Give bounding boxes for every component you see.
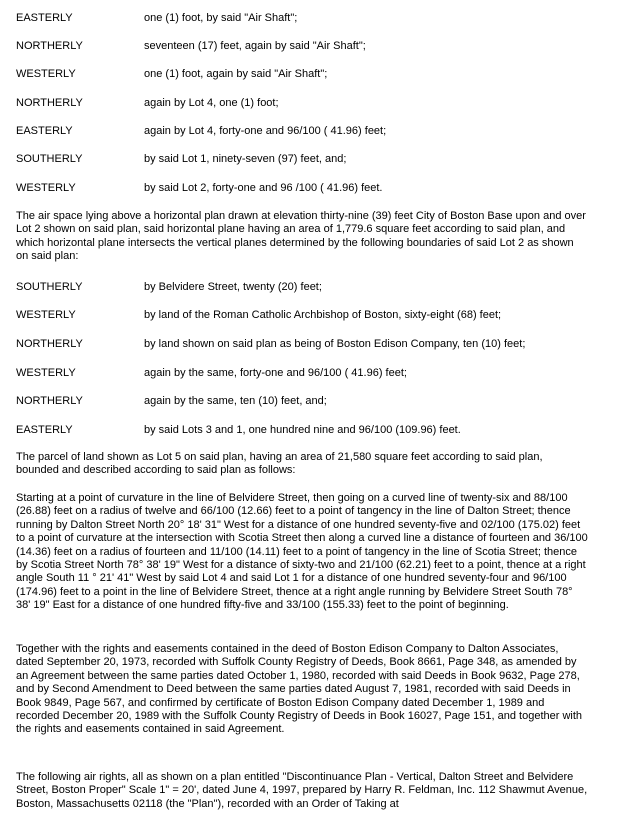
air-rights-paragraph: The following air rights, all as shown on a plan entitled "Discontinuance Plan - Vertical, Dalton Street and Belvidere Street, Boston Proper" Scale 1" = 20', dated June 4, 1997, prepared by Harry R. Feldman, Inc. 112 Shawmut Avenue, Boston, Massachusetts 02118 (the "Plan"), recorded with an Order of Taking at bbox=[16, 771, 588, 810]
boundary-description: seventeen (17) feet, again by said "Air Shaft"; bbox=[144, 40, 366, 52]
boundary-description: again by the same, forty-one and 96/100 ( 41.96) feet; bbox=[144, 367, 407, 379]
boundary-row bbox=[16, 67, 616, 81]
boundary-direction: SOUTHERLY bbox=[16, 281, 83, 293]
boundary-description: by land shown on said plan as being of Boston Edison Company, ten (10) feet; bbox=[144, 338, 526, 350]
boundary-row bbox=[16, 308, 616, 322]
boundary-description: one (1) foot, again by said "Air Shaft"; bbox=[144, 68, 328, 80]
boundary-row bbox=[16, 394, 616, 408]
boundary-description: by land of the Roman Catholic Archbishop of Boston, sixty-eight (68) feet; bbox=[144, 309, 502, 321]
boundary-direction: WESTERLY bbox=[16, 309, 76, 321]
boundary-direction: WESTERLY bbox=[16, 182, 76, 194]
boundary-direction: WESTERLY bbox=[16, 68, 76, 80]
boundary-row bbox=[16, 181, 616, 195]
boundary-direction: EASTERLY bbox=[16, 12, 73, 24]
boundary-direction: NORTHERLY bbox=[16, 338, 83, 350]
boundary-description: one (1) foot, by said "Air Shaft"; bbox=[144, 12, 298, 24]
boundary-description: by said Lot 1, ninety-seven (97) feet, and; bbox=[144, 153, 347, 165]
boundary-row bbox=[16, 39, 616, 53]
boundary-description: by said Lot 2, forty-one and 96 /100 ( 41.96) feet. bbox=[144, 182, 383, 194]
boundary-row bbox=[16, 11, 616, 25]
boundary-description: by said Lots 3 and 1, one hundred nine and 96/100 (109.96) feet. bbox=[144, 424, 461, 436]
boundary-direction: EASTERLY bbox=[16, 424, 73, 436]
boundary-direction: NORTHERLY bbox=[16, 40, 83, 52]
boundary-row bbox=[16, 96, 616, 110]
air-space-paragraph: The air space lying above a horizontal plan drawn at elevation thirty-nine (39) feet City of Boston Base upon and over Lot 2 shown on said plan, said horizontal plane having an area of 1,779.6 square feet according to said plan, and which horizontal plane intersects the vertical planes determined by the following boundaries of said Lot 2 as shown on said plan: bbox=[16, 210, 586, 263]
boundary-direction: NORTHERLY bbox=[16, 395, 83, 407]
boundary-row bbox=[16, 366, 616, 380]
boundary-row bbox=[16, 337, 616, 351]
boundary-direction: WESTERLY bbox=[16, 367, 76, 379]
boundary-direction: NORTHERLY bbox=[16, 97, 83, 109]
boundary-row bbox=[16, 152, 616, 166]
boundary-row bbox=[16, 124, 616, 138]
description-paragraph: Starting at a point of curvature in the line of Belvidere Street, then going on a curved line of twenty-six and 88/100 (26.88) feet on a radius of twelve and 66/100 (12.66) feet to a point of tangency in the line of Dalton Street; thence running by Dalton Street North 20° 18' 31" West for a distance of one hundred seventy-five and 02/100 (175.02) feet to a point of curvature at the intersection with Scotia Street then along a curved line a distance of fourteen and 36/100 (14.36) feet on a radius of fourteen and 11/100 (14.11) feet to a point of tangency in the line of Scotia Street; thence by Scotia Street North 78° 38' 19" West for a distance of sixty-two and 21/100 (62.21) feet to a point, thence at a right angle South 11 ° 21' 41" West by said Lot 4 and said Lot 1 for a distance of one hundred seventy-four and 96/100 (174.96) feet to a point in the line of Belvidere Street, thence at a right angle running by Belvidere Street South 78° 38' 19" East for a distance of one hundred fifty-five and 33/100 (155.33) feet to the point of beginning. bbox=[16, 492, 588, 612]
boundary-description: again by Lot 4, forty-one and 96/100 ( 41.96) feet; bbox=[144, 125, 387, 137]
boundary-row bbox=[16, 280, 616, 294]
boundary-direction: EASTERLY bbox=[16, 125, 73, 137]
easements-paragraph: Together with the rights and easements contained in the deed of Boston Edison Company to Dalton Associates, dated September 20, 1973, recorded with Suffolk County Registry of Deeds, Book 8661, Page 348, as amended by an Agreement between the same parties dated October 1, 1980, recorded with said Deeds in Book 9632, Page 278, and by Second Amendment to Deed between the same parties dated August 7, 1981, recorded with said Deeds in Book 9849, Page 567, and confirmed by certificate of Boston Edison Company dated December 1, 1989 and recorded December 20, 1989 with the Suffolk County Registry of Deeds in Book 16027, Page 151, and together with the rights and easements contained in said Agreement. bbox=[16, 643, 583, 736]
lot5-paragraph: The parcel of land shown as Lot 5 on said plan, having an area of 21,580 square feet according to said plan, bounded and described according to said plan as follows: bbox=[16, 451, 543, 477]
boundary-description: by Belvidere Street, twenty (20) feet; bbox=[144, 281, 322, 293]
boundary-description: again by Lot 4, one (1) foot; bbox=[144, 97, 279, 109]
boundary-description: again by the same, ten (10) feet, and; bbox=[144, 395, 327, 407]
boundary-row bbox=[16, 423, 616, 437]
boundary-direction: SOUTHERLY bbox=[16, 153, 83, 165]
